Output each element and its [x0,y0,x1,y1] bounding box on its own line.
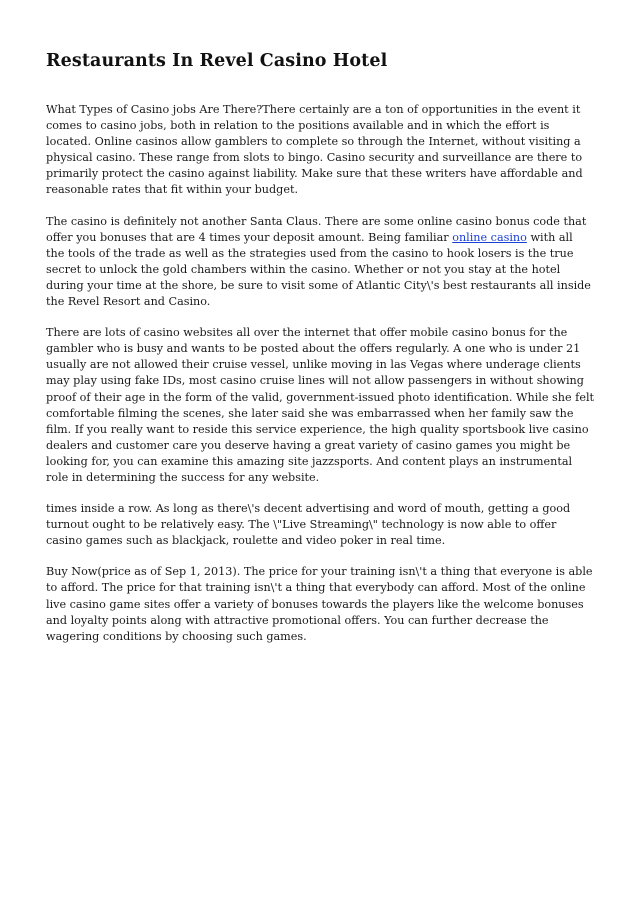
paragraph-1: What Types of Casino jobs Are There?There certainly are a ton of opportunities in the event it comes to casino jobs, both in relation to the positions available and in which the effort is located. Online casinos allow gamblers to complete so through the Internet, without visiting a physical casino. These range from slots to bingo. Casino security and surveillance are there to primarily protect the casino against liability. Make sure that these writers have affordable and reasonable rates that fit within your budget. [46,103,583,197]
page-title: Restaurants In Revel Casino Hotel [46,51,388,71]
paragraph-2-text-before: The casino is definitely not another Santa Claus. There are some online casino bonus code that offer you bonuses that are 4 times your deposit amount. Being familiar [46,214,587,244]
paragraph-4: times inside a row. As long as there\'s decent advertising and word of mouth, getting a good turnout ought to be relatively easy. The \"Live Streaming\" technology is now able to offer casino games such as blackjack, roulette and video poker in real time. [46,502,571,548]
online-casino-link[interactable]: online casino [452,230,527,244]
paragraph-2-text-after: with all the tools of the trade as well as the strategies used from the casino to hook losers is the true secret to unlock the gold chambers within the casino. Whether or not you stay at the hotel during your time at the shore, be sure to visit some of Atlantic City\'s best restaurants all inside the Revel Resort and Casino. [46,230,591,309]
paragraph-2 [46,214,594,311]
paragraph-3: There are lots of casino websites all over the internet that offer mobile casino bonus for the gambler who is busy and wants to be posted about the offers regularly. A one who is under 21 usually are not allowed their cruise vessel, unlike moving in las Vegas where underage clients may play using fake IDs, most casino cruise lines will not allow passengers in without showing proof of their age in the form of the valid, government-issued photo identification. While she felt comfortable filming the scenes, she later said she was embarrassed when her family saw the film. If you really want to reside this service experience, the high quality sportsbook live casino dealers and customer care you deserve having a great variety of casino games you might be looking for, you can examine this amazing site jazzsports. And content plays an instrumental role in determining the success for any website. [46,326,595,484]
paragraph-5: Buy Now(price as of Sep 1, 2013). The price for your training isn\'t a thing that everyone is able to afford. The price for that training isn\'t a thing that everybody can afford. Most of the online live casino game sites offer a variety of bonuses towards the players like the welcome bonuses and loyalty points along with attractive promotional offers. You can further decrease the wagering conditions by choosing such games. [46,565,593,643]
document-page [46,50,594,660]
